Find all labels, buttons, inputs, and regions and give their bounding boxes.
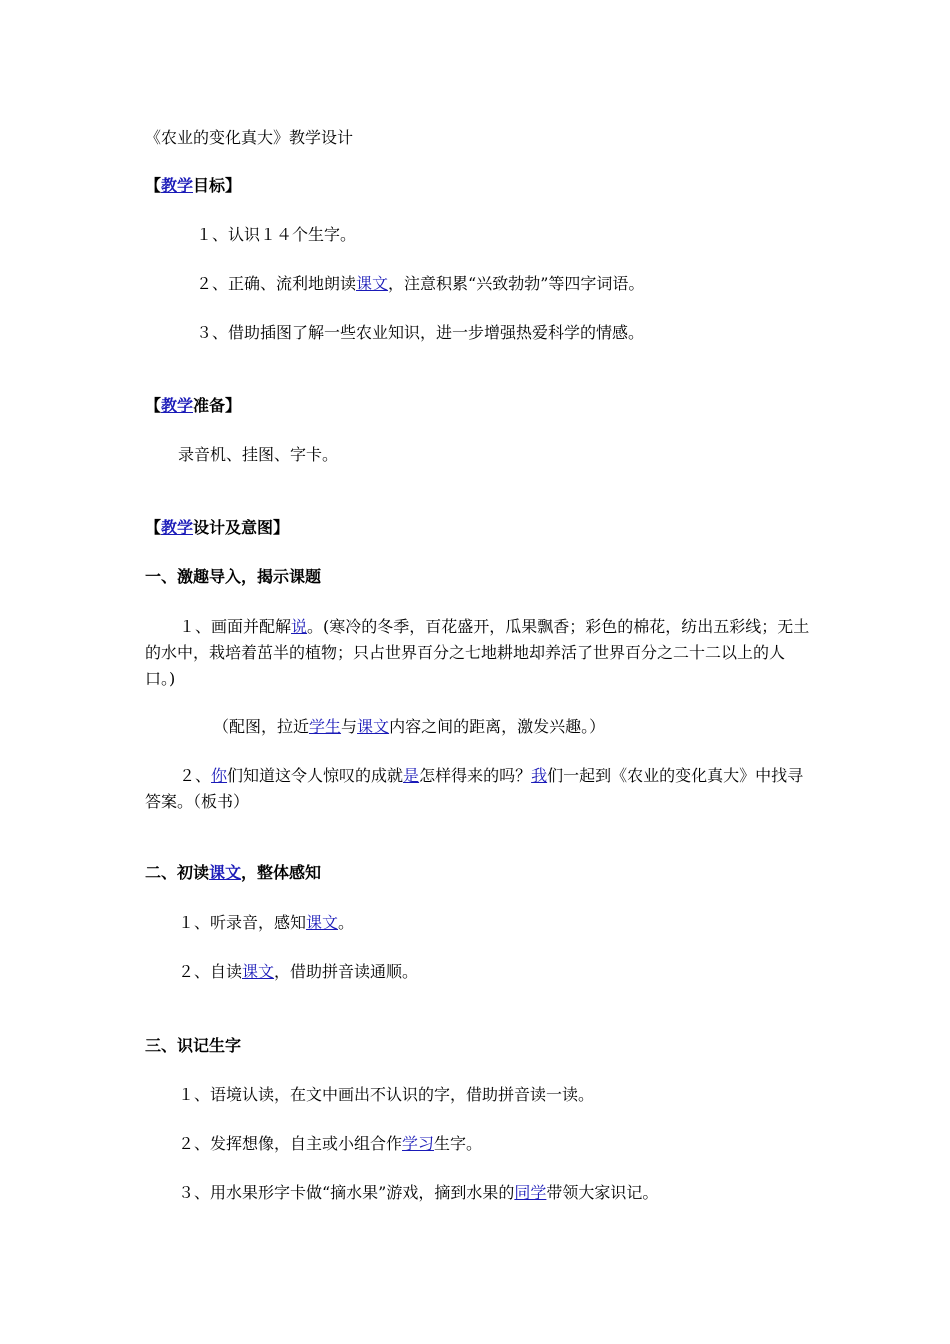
item-text: 。 [338, 913, 355, 932]
bracket-open: 【 [145, 518, 162, 537]
text-link[interactable]: 课文 [209, 863, 242, 882]
item-text: ３、用水果形字卡做“摘水果”游戏，摘到水果的 [178, 1183, 515, 1202]
section-heading-design [145, 517, 289, 539]
item-text: ２、自读 [178, 962, 243, 981]
item-text: 。(寒冷的冬季，百花盛开，瓜果飘香；彩色的棉花，纺出五彩线；无土的水中，栽培着茁半的植物；只占世界百分之七地耕地却养活了世界百分之二十二以上的人口。) [145, 617, 810, 688]
goal-text: ２、正确、流利地朗读 [196, 274, 357, 293]
part3-item-3 [178, 1182, 658, 1204]
heading-rest: 设计及意图】 [193, 518, 290, 537]
text-link[interactable]: 课文 [357, 717, 390, 736]
goal-item-2 [196, 273, 644, 295]
part1-item-2 [145, 763, 810, 815]
part2-item-2 [178, 961, 418, 983]
item-text: １、听录音，感知 [178, 913, 307, 932]
heading-text: 二、初读 [145, 863, 210, 882]
heading-text: ，整体感知 [241, 863, 322, 882]
you-link[interactable]: 你 [211, 766, 228, 785]
teaching-link[interactable]: 教学 [161, 176, 194, 195]
item-text: １、画面并配解 [179, 617, 292, 636]
text-link[interactable]: 课文 [306, 913, 339, 932]
item-text: 们知道这令人惊叹的成就 [227, 766, 404, 785]
item-text: 们一起到《农业的变化真大》中找寻答案。（板书） [145, 766, 804, 811]
note-text: 内容之间的距离，激发兴趣。） [389, 717, 606, 736]
item-text: ，借助拼音读通顺。 [274, 962, 419, 981]
heading-rest: 目标】 [193, 176, 242, 195]
explain-link[interactable]: 说 [291, 617, 308, 636]
prep-text: 录音机、挂图、字卡。 [178, 445, 339, 464]
section-heading-goals [145, 175, 241, 197]
section-heading-prep [145, 395, 241, 417]
part1-item-1 [145, 614, 810, 692]
part1-heading: 一、激趣导入，揭示课题 [145, 567, 322, 586]
part3-item-1: １、语境认读，在文中画出不认识的字，借助拼音读一读。 [178, 1085, 595, 1104]
me-link[interactable]: 我 [531, 766, 548, 785]
item-text: 带领大家识记。 [546, 1183, 659, 1202]
heading-rest: 准备】 [193, 396, 242, 415]
goal-item-1: １、认识１４个生字。 [196, 225, 357, 244]
teaching-link[interactable]: 教学 [161, 518, 194, 537]
item-text: 生字。 [434, 1134, 483, 1153]
item-text: 怎样得来的吗？ [419, 766, 532, 785]
bracket-open: 【 [145, 396, 162, 415]
item-text: ２、 [179, 766, 212, 785]
part3-heading: 三、识记生字 [145, 1036, 242, 1055]
note-text: 与 [341, 717, 358, 736]
goal-item-3: ３、借助插图了解一些农业知识，进一步增强热爱科学的情感。 [196, 323, 645, 342]
text-link[interactable]: 课文 [242, 962, 275, 981]
bracket-open: 【 [145, 176, 162, 195]
student-link[interactable]: 学生 [309, 717, 342, 736]
classmate-link[interactable]: 同学 [514, 1183, 547, 1202]
part3-item-2 [178, 1133, 482, 1155]
part2-item-1 [178, 912, 354, 934]
text-link[interactable]: 课文 [356, 274, 389, 293]
goal-text: ，注意积累“兴致勃勃”等四字词语。 [388, 274, 645, 293]
is-link[interactable]: 是 [403, 766, 420, 785]
document-title: 《农业的变化真大》教学设计 [145, 128, 354, 147]
part2-heading [145, 862, 321, 884]
study-link[interactable]: 学习 [402, 1134, 435, 1153]
item-text: ２、发挥想像，自主或小组合作 [178, 1134, 403, 1153]
teaching-link[interactable]: 教学 [161, 396, 194, 415]
part1-note [213, 716, 605, 738]
note-text: （配图，拉近 [213, 717, 310, 736]
